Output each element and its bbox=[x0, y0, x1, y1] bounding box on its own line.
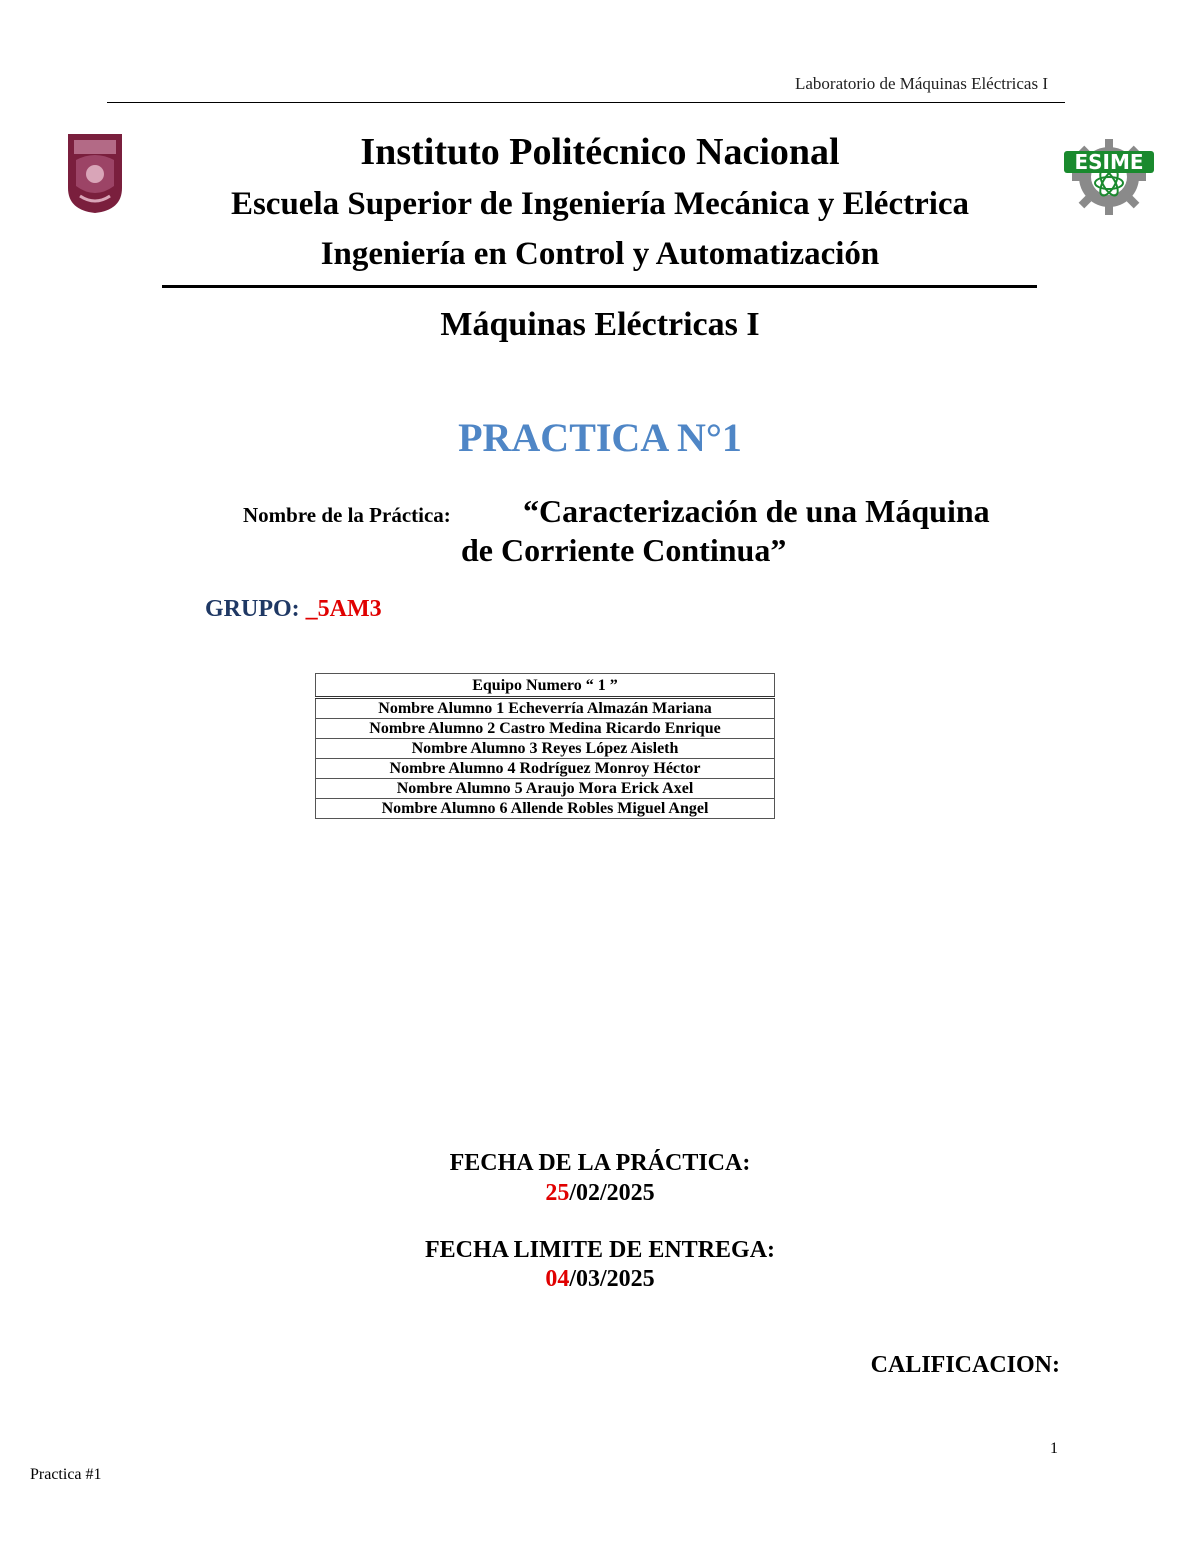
esime-logo-text: ESIME bbox=[1074, 150, 1144, 174]
practice-date-rest: /02/2025 bbox=[569, 1180, 655, 1206]
title-rule bbox=[162, 285, 1037, 288]
footer-text: Practica #1 bbox=[30, 1466, 102, 1483]
table-row bbox=[316, 799, 775, 819]
practice-date-label: FECHA DE LA PRÁCTICA: bbox=[449, 1150, 751, 1176]
practice-date bbox=[0, 1180, 1200, 1207]
table-row bbox=[316, 698, 775, 719]
student-cell: Nombre Alumno 5 Araujo Mora Erick Axel bbox=[316, 779, 775, 799]
table-row bbox=[316, 739, 775, 759]
group-label: GRUPO: bbox=[205, 596, 306, 622]
header-rule bbox=[107, 102, 1065, 103]
student-cell: Nombre Alumno 6 Allende Robles Miguel Angel bbox=[316, 799, 775, 819]
practice-name-label: Nombre de la Práctica: bbox=[243, 503, 451, 527]
practice-heading: PRACTICA N°1 bbox=[458, 415, 742, 460]
student-cell: Nombre Alumno 4 Rodríguez Monroy Héctor bbox=[316, 759, 775, 779]
student-cell: Nombre Alumno 2 Castro Medina Ricardo Enrique bbox=[316, 719, 775, 739]
practice-name-line1: “Caracterización de una Máquina bbox=[523, 493, 990, 529]
deadline-date bbox=[0, 1266, 1200, 1293]
school-title: Escuela Superior de Ingeniería Mecánica y Eléctrica bbox=[230, 186, 970, 222]
program-title: Ingeniería en Control y Automatización bbox=[320, 236, 880, 272]
team-table bbox=[315, 673, 775, 819]
grade-label: CALIFICACION: bbox=[870, 1352, 1060, 1378]
deadline-label: FECHA LIMITE DE ENTREGA: bbox=[424, 1237, 776, 1263]
practice-name-line2: de Corriente Continua” bbox=[461, 532, 787, 568]
deadline-date-rest: /03/2025 bbox=[569, 1266, 655, 1292]
table-row bbox=[316, 719, 775, 739]
running-header: Laboratorio de Máquinas Eléctricas I bbox=[794, 74, 1048, 93]
student-cell: Nombre Alumno 3 Reyes López Aisleth bbox=[316, 739, 775, 759]
group-line bbox=[205, 596, 382, 623]
table-header-row bbox=[316, 674, 775, 698]
subject-title: Máquinas Eléctricas I bbox=[440, 306, 760, 343]
team-header: Equipo Numero “ 1 ” bbox=[316, 674, 775, 698]
institute-title: Instituto Politécnico Nacional bbox=[360, 131, 840, 173]
page-number: 1 bbox=[1050, 1440, 1058, 1457]
table-row bbox=[316, 779, 775, 799]
deadline-date-day: 04 bbox=[545, 1266, 570, 1292]
practice-date-day: 25 bbox=[545, 1180, 570, 1206]
group-value: _5AM3 bbox=[305, 596, 382, 622]
table-row bbox=[316, 759, 775, 779]
student-cell: Nombre Alumno 1 Echeverría Almazán Mariana bbox=[316, 698, 775, 719]
